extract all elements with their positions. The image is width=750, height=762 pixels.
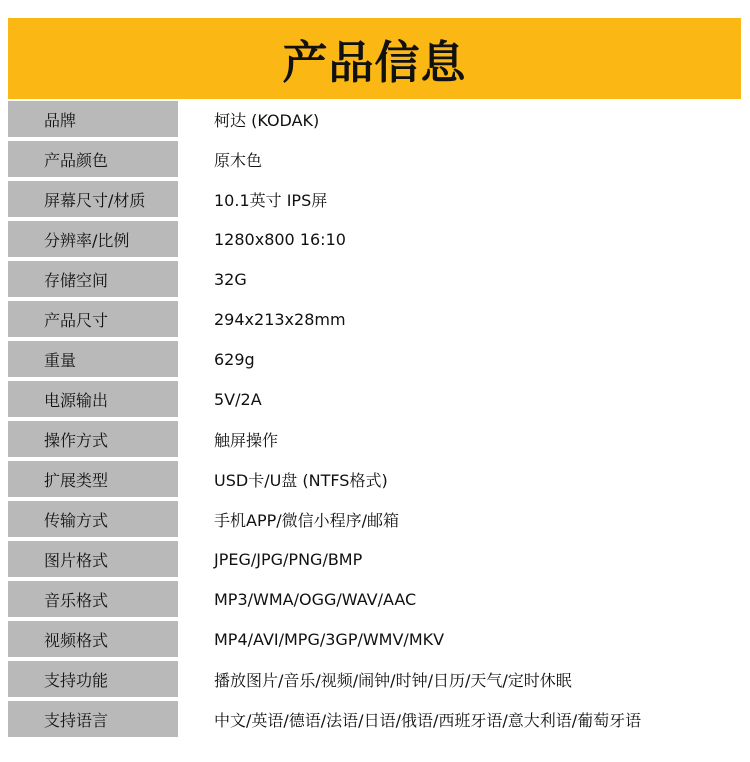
row-value: JPEG/JPG/PNG/BMP: [180, 541, 741, 577]
row-label: 品牌: [8, 101, 178, 137]
table-row: [8, 659, 741, 699]
row-value: 中文/英语/德语/法语/日语/俄语/西班牙语/意大利语/葡萄牙语: [180, 701, 741, 737]
row-value: 10.1英寸 IPS屏: [180, 181, 741, 217]
row-value: 629g: [180, 341, 741, 377]
spec-table: [8, 99, 741, 739]
row-value: 294x213x28mm: [180, 301, 741, 337]
row-label: 分辨率/比例: [8, 221, 178, 257]
row-value: 1280x800 16:10: [180, 221, 741, 257]
table-row: [8, 259, 741, 299]
row-label: 屏幕尺寸/材质: [8, 181, 178, 217]
table-row: [8, 579, 741, 619]
page-title: 产品信息: [282, 36, 467, 89]
row-label: 视频格式: [8, 621, 178, 657]
row-value: 32G: [180, 261, 741, 297]
table-row: [8, 99, 741, 139]
row-label: 支持语言: [8, 701, 178, 737]
table-row: [8, 539, 741, 579]
row-value: 触屏操作: [180, 421, 741, 457]
row-value: 手机APP/微信小程序/邮箱: [180, 501, 741, 537]
row-value: USD卡/U盘 (NTFS格式): [180, 461, 741, 497]
row-value: MP3/WMA/OGG/WAV/AAC: [180, 581, 741, 617]
row-label: 图片格式: [8, 541, 178, 577]
table-row: [8, 139, 741, 179]
row-value: 柯达 (KODAK): [180, 101, 741, 137]
table-row: [8, 459, 741, 499]
row-label: 产品颜色: [8, 141, 178, 177]
row-label: 存储空间: [8, 261, 178, 297]
row-label: 重量: [8, 341, 178, 377]
table-row: [8, 339, 741, 379]
row-label: 音乐格式: [8, 581, 178, 617]
table-row: [8, 499, 741, 539]
table-row: [8, 379, 741, 419]
header-banner: [8, 18, 741, 99]
product-info-sheet: [8, 18, 741, 739]
row-label: 支持功能: [8, 661, 178, 697]
row-value: 播放图片/音乐/视频/闹钟/时钟/日历/天气/定时休眠: [180, 661, 741, 697]
row-label: 产品尺寸: [8, 301, 178, 337]
row-label: 操作方式: [8, 421, 178, 457]
row-label: 电源输出: [8, 381, 178, 417]
row-label: 传输方式: [8, 501, 178, 537]
table-row: [8, 219, 741, 259]
table-row: [8, 619, 741, 659]
row-value: 5V/2A: [180, 381, 741, 417]
table-row: [8, 179, 741, 219]
row-value: MP4/AVI/MPG/3GP/WMV/MKV: [180, 621, 741, 657]
table-row: [8, 299, 741, 339]
table-row: [8, 699, 741, 739]
table-row: [8, 419, 741, 459]
row-value: 原木色: [180, 141, 741, 177]
row-label: 扩展类型: [8, 461, 178, 497]
